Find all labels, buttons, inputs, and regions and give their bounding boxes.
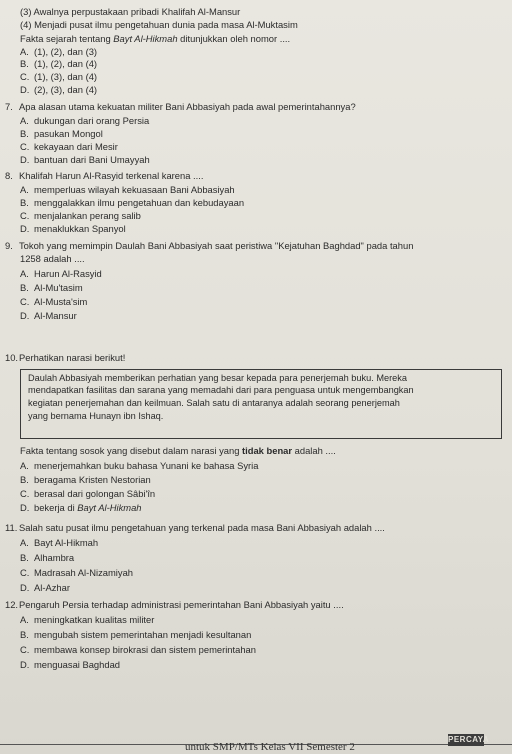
option-d[interactable]: D. bekerja di Bayt Al-Hikmah — [20, 502, 142, 513]
question-9-stem: 9. Tokoh yang memimpin Daulah Bani Abbasiyah saat peristiwa "Kejatuhan Baghdad" pada tahun — [5, 240, 414, 251]
narrative-box — [20, 369, 502, 439]
narrative-line: Daulah Abbasiyah memberikan perhatian yang besar kepada para penerjemah buku. Mereka — [28, 373, 407, 383]
question-8-stem: 8. Khalifah Harun Al-Rasyid terkenal karena .... — [5, 170, 204, 181]
option-a[interactable]: A. meningkatkan kualitas militer — [20, 614, 155, 625]
narrative-line: kegiatan penerjemahan dan keilmuan. Salah satu di antaranya adalah seorang penerjemah — [28, 398, 400, 408]
narrative-line: yang bernama Hunayn ibn Ishaq. — [28, 411, 164, 421]
option-b[interactable]: B. Al-Mu'tasim — [20, 282, 83, 293]
question-11-stem: 11. Salah satu pusat ilmu pengetahuan yang terkenal pada masa Bani Abbasiyah adalah .... — [5, 522, 385, 533]
option-d[interactable]: D. (2), (3), dan (4) — [20, 84, 98, 95]
option-b[interactable]: B. (1), (2), dan (4) — [20, 58, 98, 69]
question-10-followup: Fakta tentang sosok yang disebut dalam narasi yang tidak benar adalah .... — [20, 445, 336, 456]
option-d[interactable]: D. menaklukkan Spanyol — [20, 223, 126, 234]
question-12-stem: 12.Pengaruh Persia terhadap administrasi pemerintahan Bani Abbasiyah yaitu .... — [5, 599, 344, 610]
option-c[interactable]: C. berasal dari golongan Sâbi'în — [20, 488, 156, 499]
option-c[interactable]: C. Madrasah Al-Nizamiyah — [20, 567, 133, 578]
option-b[interactable]: B. beragama Kristen Nestorian — [20, 474, 151, 485]
option-d[interactable]: D. menguasai Baghdad — [20, 659, 121, 670]
question-9-stem-cont: 1258 adalah .... — [20, 253, 85, 264]
option-c[interactable]: C. membawa konsep birokrasi dan sistem pemerintahan — [20, 644, 256, 655]
option-d[interactable]: D. Al-Azhar — [20, 582, 70, 593]
option-a[interactable]: A. dukungan dari orang Persia — [20, 115, 150, 126]
option-d[interactable]: D. Al-Mansur — [20, 310, 77, 321]
option-d[interactable]: D. bantuan dari Bani Umayyah — [20, 154, 150, 165]
option-a[interactable]: A. menerjemahkan buku bahasa Yunani ke bahasa Syria — [20, 460, 259, 471]
option-c[interactable]: C. Al-Musta'sim — [20, 296, 88, 307]
narrative-line: mendapatkan fasilitas dan sarana yang memadahi dari para penguasa untuk mengembangkan — [28, 385, 414, 395]
option-c[interactable]: C. kekayaan dari Mesir — [20, 141, 118, 152]
option-b[interactable]: B. menggalakkan ilmu pengetahuan dan kebudayaan — [20, 197, 245, 208]
option-b[interactable]: B. Alhambra — [20, 552, 75, 563]
question-7-stem: 7. Apa alasan utama kekuatan militer Bani Abbasiyah pada awal pemerintahannya? — [5, 101, 356, 112]
footer-text: untuk SMP/MTs Kelas VII Semester 2 — [185, 741, 355, 753]
option-c[interactable]: C. (1), (3), dan (4) — [20, 71, 98, 82]
option-b[interactable]: B. mengubah sistem pemerintahan menjadi kesultanan — [20, 629, 252, 640]
option-a[interactable]: A. Bayt Al-Hikmah — [20, 537, 99, 548]
option-a[interactable]: A. (1), (2), dan (3) — [20, 46, 98, 57]
question-6-stem: Fakta sejarah tentang Bayt Al-Hikmah ditunjukkan oleh nomor .... — [20, 33, 291, 44]
statement-4: (4) Menjadi pusat ilmu pengetahuan dunia pada masa Al-Muktasim — [20, 19, 298, 30]
option-b[interactable]: B. pasukan Mongol — [20, 128, 103, 139]
question-10-stem: 10.Perhatikan narasi berikut! — [5, 352, 126, 363]
publisher-logo: PERCAYA — [448, 735, 490, 744]
option-a[interactable]: A. memperluas wilayah kekuasaan Bani Abbasiyah — [20, 184, 235, 195]
option-a[interactable]: A. Harun Al-Rasyid — [20, 268, 102, 279]
statement-3: (3) Awalnya perpustakaan pribadi Khalifah Al-Mansur — [20, 6, 241, 17]
option-c[interactable]: C. menjalankan perang salib — [20, 210, 141, 221]
